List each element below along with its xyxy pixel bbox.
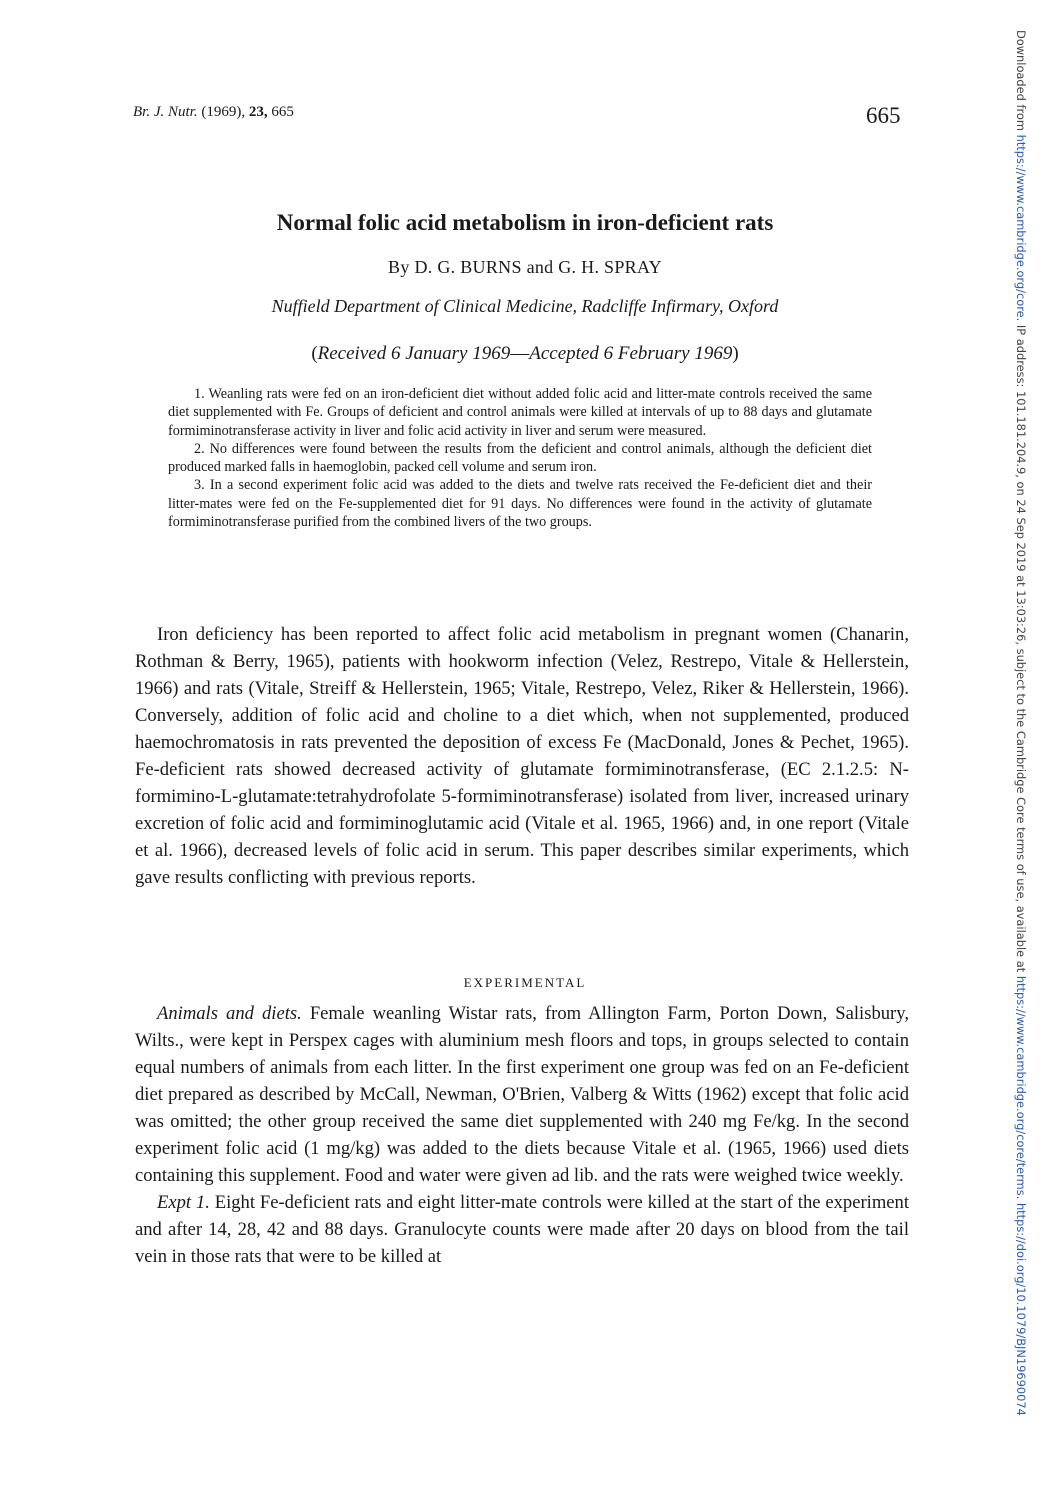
journal-abbrev: Br. J. Nutr. <box>133 104 198 120</box>
article-authors: By D. G. BURNS and G. H. SPRAY <box>388 257 662 277</box>
download-details: . IP address: 101.181.204.9, on 24 Sep 2019 at 13:03:26, subject to the Cambridge Core terms of use, available at <box>1014 317 1028 976</box>
cambridge-core-link[interactable]: https://www.cambridge.org/core <box>1014 134 1028 318</box>
expt1-text: Eight Fe-deficient rats and eight litter-mate controls were killed at the start of the experiment and after 14, 28, 42 and 88 days. Granulocyte counts were made after 20 days on blood from the tail vein in those rats that were to be killed at <box>135 1192 910 1267</box>
doi-link[interactable]: https://doi.org/10.1079/BJN19690074 <box>1014 1202 1028 1416</box>
received-date: 6 January 1969 <box>390 343 511 364</box>
article-affiliation: Nuffield Department of Clinical Medicine, Radcliffe Infirmary, Oxford <box>271 296 779 316</box>
abstract <box>168 385 872 531</box>
section-heading: EXPERIMENTAL <box>463 975 587 990</box>
received-label: Received <box>317 343 387 364</box>
article-title: Normal folic acid metabolism in iron-deficient rats <box>276 210 774 235</box>
accepted-label: Accepted <box>529 343 599 364</box>
journal-start-page: 665 <box>271 104 294 120</box>
journal-year: (1969), <box>201 104 246 120</box>
running-head <box>133 104 294 121</box>
abstract-point-1: 1. Weanling rats were fed on an iron-deficient diet without added folic acid and litter-mate controls received the same diet supplemented with Fe. Groups of deficient and control animals were killed at intervals of up to 88 days and glutamate formiminotransferase activity in liver and folic acid activity in liver and serum were measured. <box>168 386 872 439</box>
page-number: 665 <box>866 103 901 128</box>
animals-diets-paragraph <box>135 1000 909 1189</box>
journal-volume: 23, <box>248 104 268 120</box>
intro-paragraph: Iron deficiency has been reported to affect folic acid metabolism in pregnant women (Chanarin, Rothman & Berry, 1965), patients with hookworm infection (Velez, Restrepo, Vitale & Hellerstein, 1966) and rats (Vitale, Streiff & Hellerstein, 1965; Vitale, Restrepo, Velez, Riker & Hellerstein, 1966). Conversely, addition of folic acid and choline to a diet which, when not supplemented, produced haemochromatosis in rats prevented the deposition of excess Fe (MacDonald, Jones & Pechet, 1965). Fe-deficient rats showed decreased activity of glutamate formiminotransferase, (EC 2.1.2.5: N-formimino-L-glutamate:tetrahydrofolate 5-formiminotransferase) isolated from liver, increased urinary excretion of folic acid and formiminoglutamic acid (Vitale et al. 1965, 1966) and, in one report (Vitale et al. 1966), decreased levels of folic acid in serum. This paper describes similar experiments, which gave results conflicting with previous reports. <box>135 624 909 888</box>
introduction <box>135 621 909 891</box>
animals-diets-text: Female weanling Wistar rats, from Allington Farm, Porton Down, Salisbury, Wilts., were kept in Perspex cages with aluminium mesh floors and tops, in groups selected to contain equal numbers of animals from each litter. In the first experiment one group was fed on an Fe-deficient diet prepared as described by McCall, Newman, O'Brien, Valberg & Witts (1962) except that folic acid was omitted; the other group received the same diet supplemented with 240 mg Fe/kg. In the second experiment folic acid (1 mg/kg) was added to the diets because Vitale et al. (1965, 1966) used diets containing this supplement. Food and water were given ad lib. and the rats were weighed twice weekly. <box>135 1003 909 1186</box>
download-sidebar <box>1008 30 1028 1470</box>
animals-diets-label: Animals and diets. <box>157 1003 302 1024</box>
received-line: (Received 6 January 1969—Accepted 6 February 1969) <box>311 343 739 364</box>
download-notice <box>1014 30 1028 1470</box>
expt1-label: Expt 1. <box>157 1192 210 1213</box>
experimental-section <box>135 1000 909 1270</box>
abstract-point-3: 3. In a second experiment folic acid was added to the diets and twelve rats received the Fe-deficient diet and their litter-mates were fed on the Fe-supplemented diet for 91 days. No differences were found in the activity of glutamate formiminotransferase purified from the combined livers of the two groups. <box>168 477 872 531</box>
terms-link[interactable]: https://www.cambridge.org/core/terms <box>1014 975 1028 1196</box>
accepted-date: 6 February 1969 <box>603 343 733 364</box>
abstract-point-2: 2. No differences were found between the results from the deficient and control animals, although the deficient diet produced marked falls in haemoglobin, packed cell volume and serum iron. <box>168 440 872 476</box>
download-prefix: Downloaded from <box>1014 30 1028 135</box>
download-separator: . <box>1014 1195 1028 1203</box>
expt1-paragraph <box>135 1189 909 1270</box>
